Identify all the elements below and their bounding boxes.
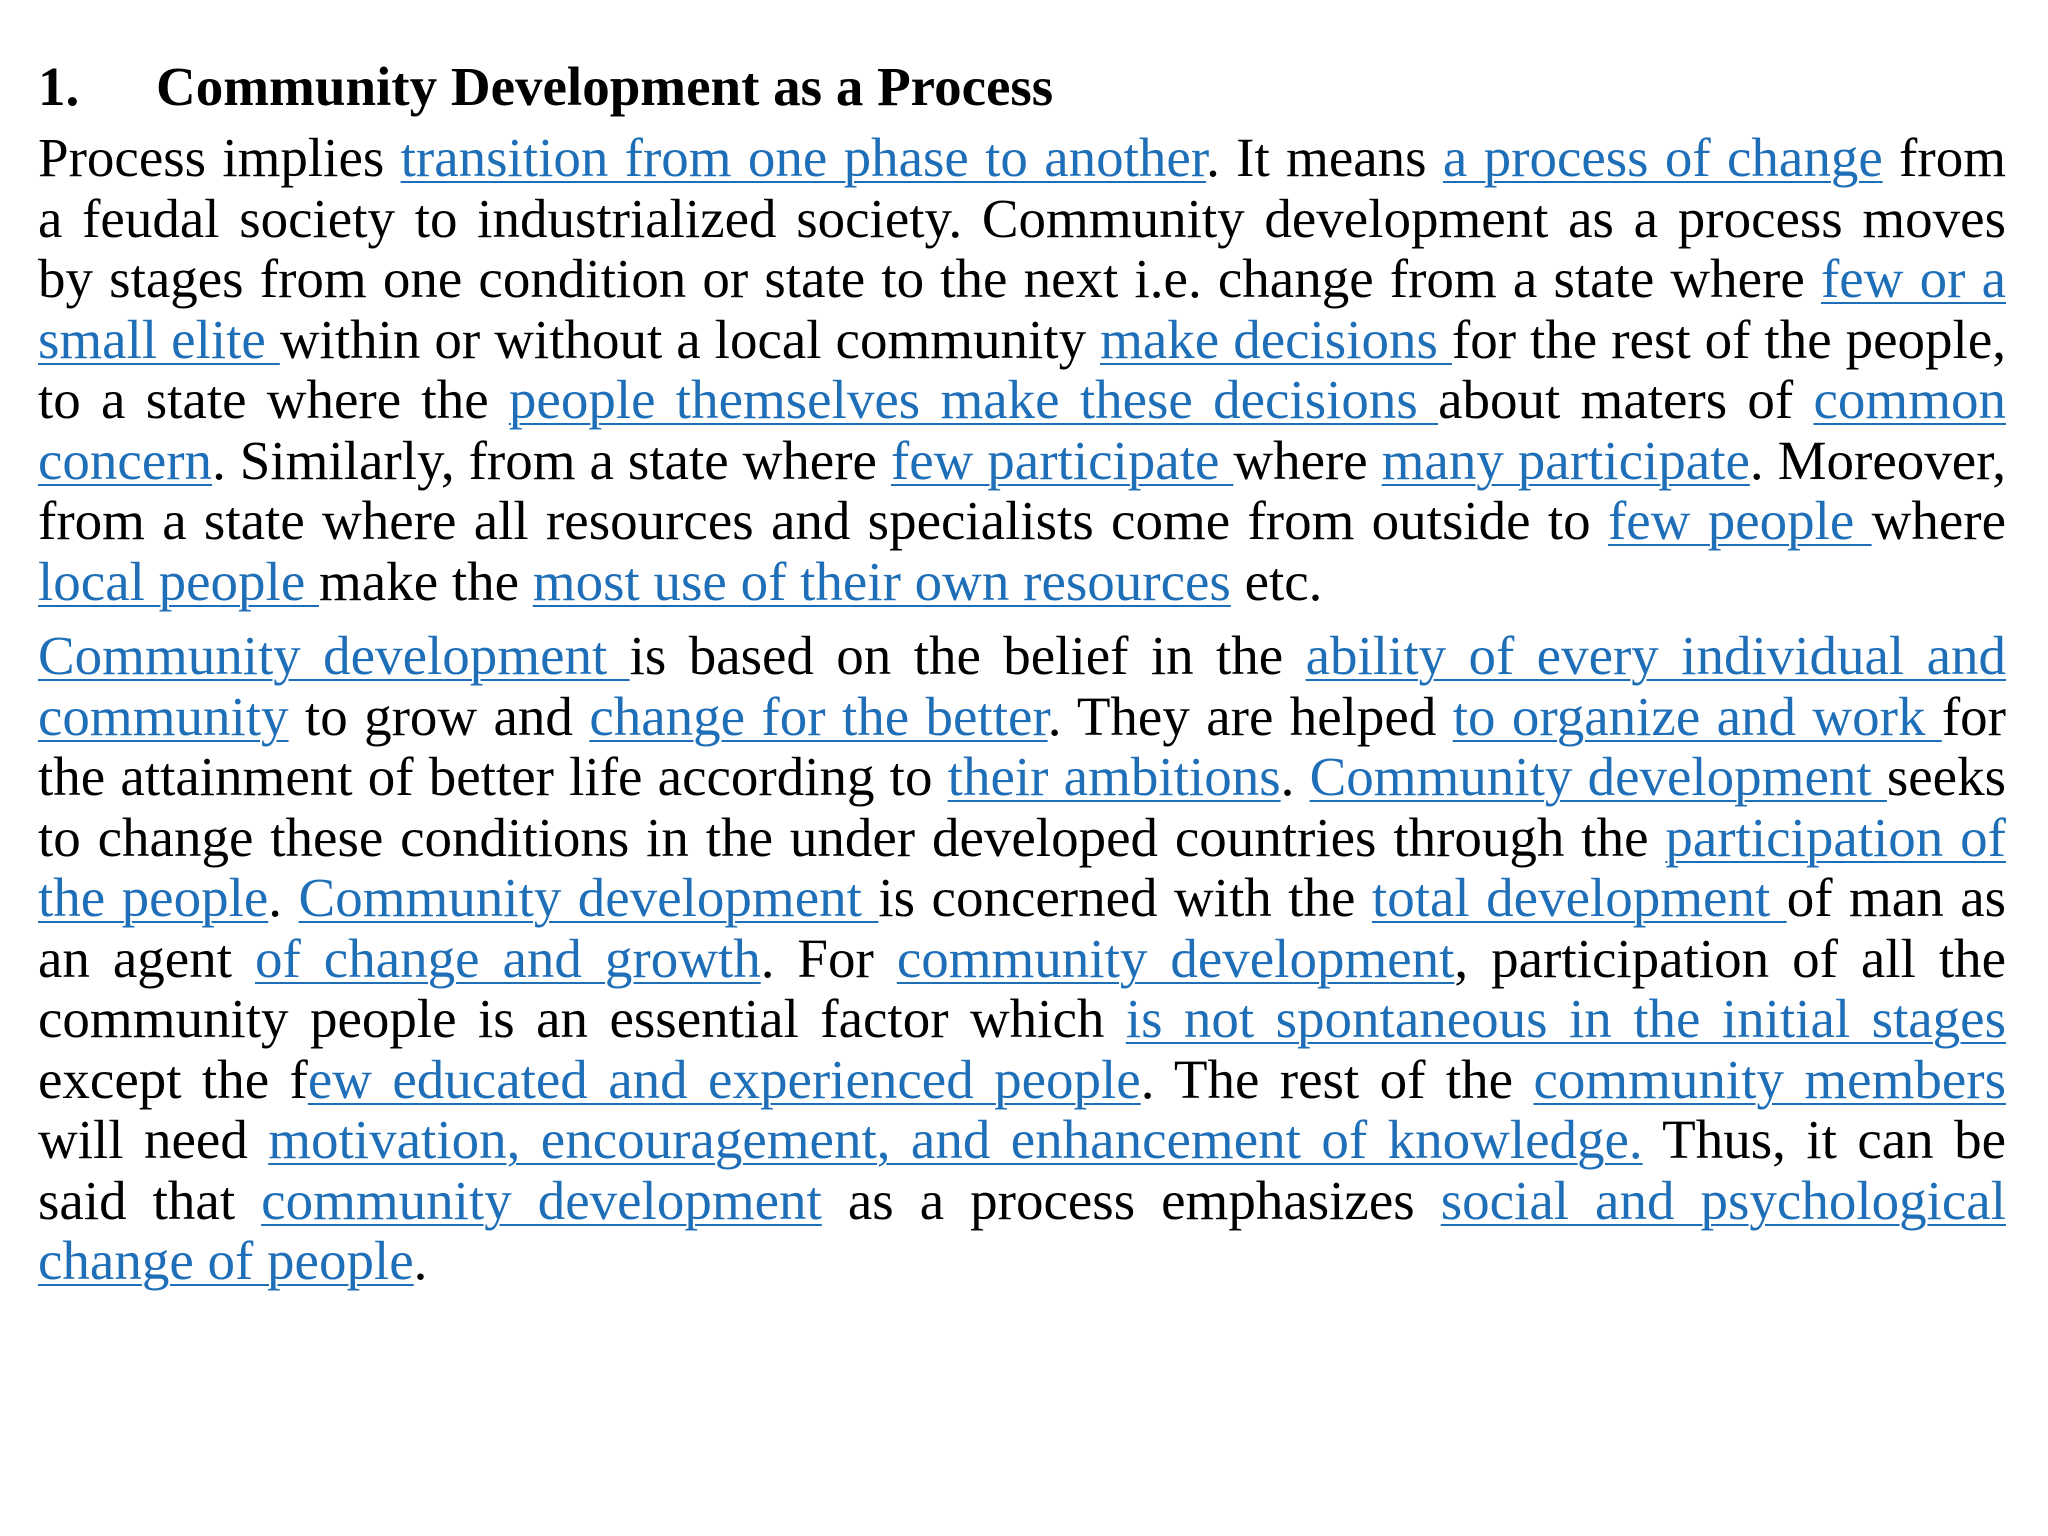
body-text: Thus, it can be said that [38, 1109, 2006, 1231]
hyperlink[interactable]: community members [1533, 1048, 2007, 1110]
body-text: of man as an agent [38, 867, 2007, 989]
body-text: . Similarly, from a state where [212, 429, 891, 491]
body-text: where [1871, 490, 2006, 551]
hyperlink[interactable]: many participate [1381, 429, 1750, 491]
document-page [38, 52, 2006, 1292]
hyperlink[interactable]: few people [1607, 490, 1872, 551]
body-text: seeks to change these conditions in the under developed countries through the [38, 746, 2006, 868]
hyperlink[interactable]: most use of their own resources [532, 550, 1231, 612]
body-text: . [268, 867, 299, 928]
paragraph-belief [38, 626, 2006, 1292]
hyperlink[interactable]: transition from one phase to another [400, 127, 1207, 188]
body-text: where [1233, 429, 1382, 491]
body-text: from a feudal society to industrialized society. Community development as a process moves by stages from one condition or state to the next i.e. change from a state where [38, 127, 2006, 309]
hyperlink[interactable]: of change and growth [254, 927, 761, 989]
body-text: . [1280, 746, 1310, 807]
body-text: . It means [1206, 127, 1443, 188]
body-text: for the attainment of better life according to [38, 685, 2006, 807]
body-text: about maters of [1438, 369, 1814, 430]
hyperlink[interactable]: make decisions [1100, 308, 1452, 370]
hyperlink[interactable]: to organize and work [1452, 685, 1942, 747]
hyperlink[interactable]: people themselves make these decisions [508, 369, 1439, 430]
section-heading [38, 52, 2006, 122]
body-text: make the [319, 550, 533, 612]
body-text: , participation of all the community people is an essential factor which [38, 927, 2007, 1049]
body-text: except the f [38, 1048, 308, 1110]
hyperlink[interactable]: Community development [298, 867, 879, 928]
hyperlink[interactable]: common concern [38, 369, 2006, 491]
hyperlink[interactable]: participation of the people [38, 806, 2006, 928]
body-text: is based on the belief in the [629, 625, 1306, 686]
section-title: Community Development as a Process [156, 56, 1054, 117]
body-text: as a process emphasizes [821, 1169, 1441, 1231]
hyperlink[interactable]: their ambitions [947, 746, 1281, 807]
body-text: etc. [1230, 550, 1323, 612]
hyperlink[interactable]: community development [261, 1169, 822, 1231]
body-text: within or without a local community [279, 308, 1101, 370]
hyperlink[interactable]: ability of every individual and community [38, 625, 2007, 747]
hyperlink[interactable]: Community development [1309, 746, 1887, 807]
section-number: 1. [38, 56, 80, 117]
hyperlink[interactable]: ew educated and experienced people [307, 1048, 1141, 1110]
paragraph-process [38, 128, 2006, 612]
hyperlink[interactable]: local people [38, 550, 319, 612]
hyperlink[interactable]: few or a small elite [38, 248, 2006, 370]
body-text: will need [38, 1109, 269, 1170]
hyperlink[interactable]: total development [1371, 867, 1787, 928]
body-text: is concerned with the [878, 867, 1372, 928]
body-text: . [413, 1230, 428, 1291]
body-text: to grow and [288, 685, 590, 747]
hyperlink[interactable]: change for the better [589, 685, 1048, 747]
body-text: . They are helped [1047, 685, 1453, 747]
hyperlink[interactable]: Community development [38, 625, 630, 686]
body-text: . For [760, 927, 897, 989]
hyperlink[interactable]: motivation, encouragement, and enhancement of knowledge. [268, 1109, 1643, 1170]
hyperlink[interactable]: few participate [890, 429, 1234, 491]
hyperlink[interactable]: community development [896, 927, 1455, 989]
body-text: Process implies [38, 127, 401, 188]
hyperlink[interactable]: is not spontaneous in the initial stages [1125, 988, 2006, 1049]
hyperlink[interactable]: a process of change [1442, 127, 1883, 188]
body-text: . Moreover, from a state where all resources and specialists come from outside to [38, 429, 2006, 551]
body-text: for the rest of the people, to a state where the [38, 308, 2006, 430]
body-text: . The rest of the [1140, 1048, 1534, 1110]
hyperlink[interactable]: social and psychological change of people [38, 1169, 2006, 1291]
